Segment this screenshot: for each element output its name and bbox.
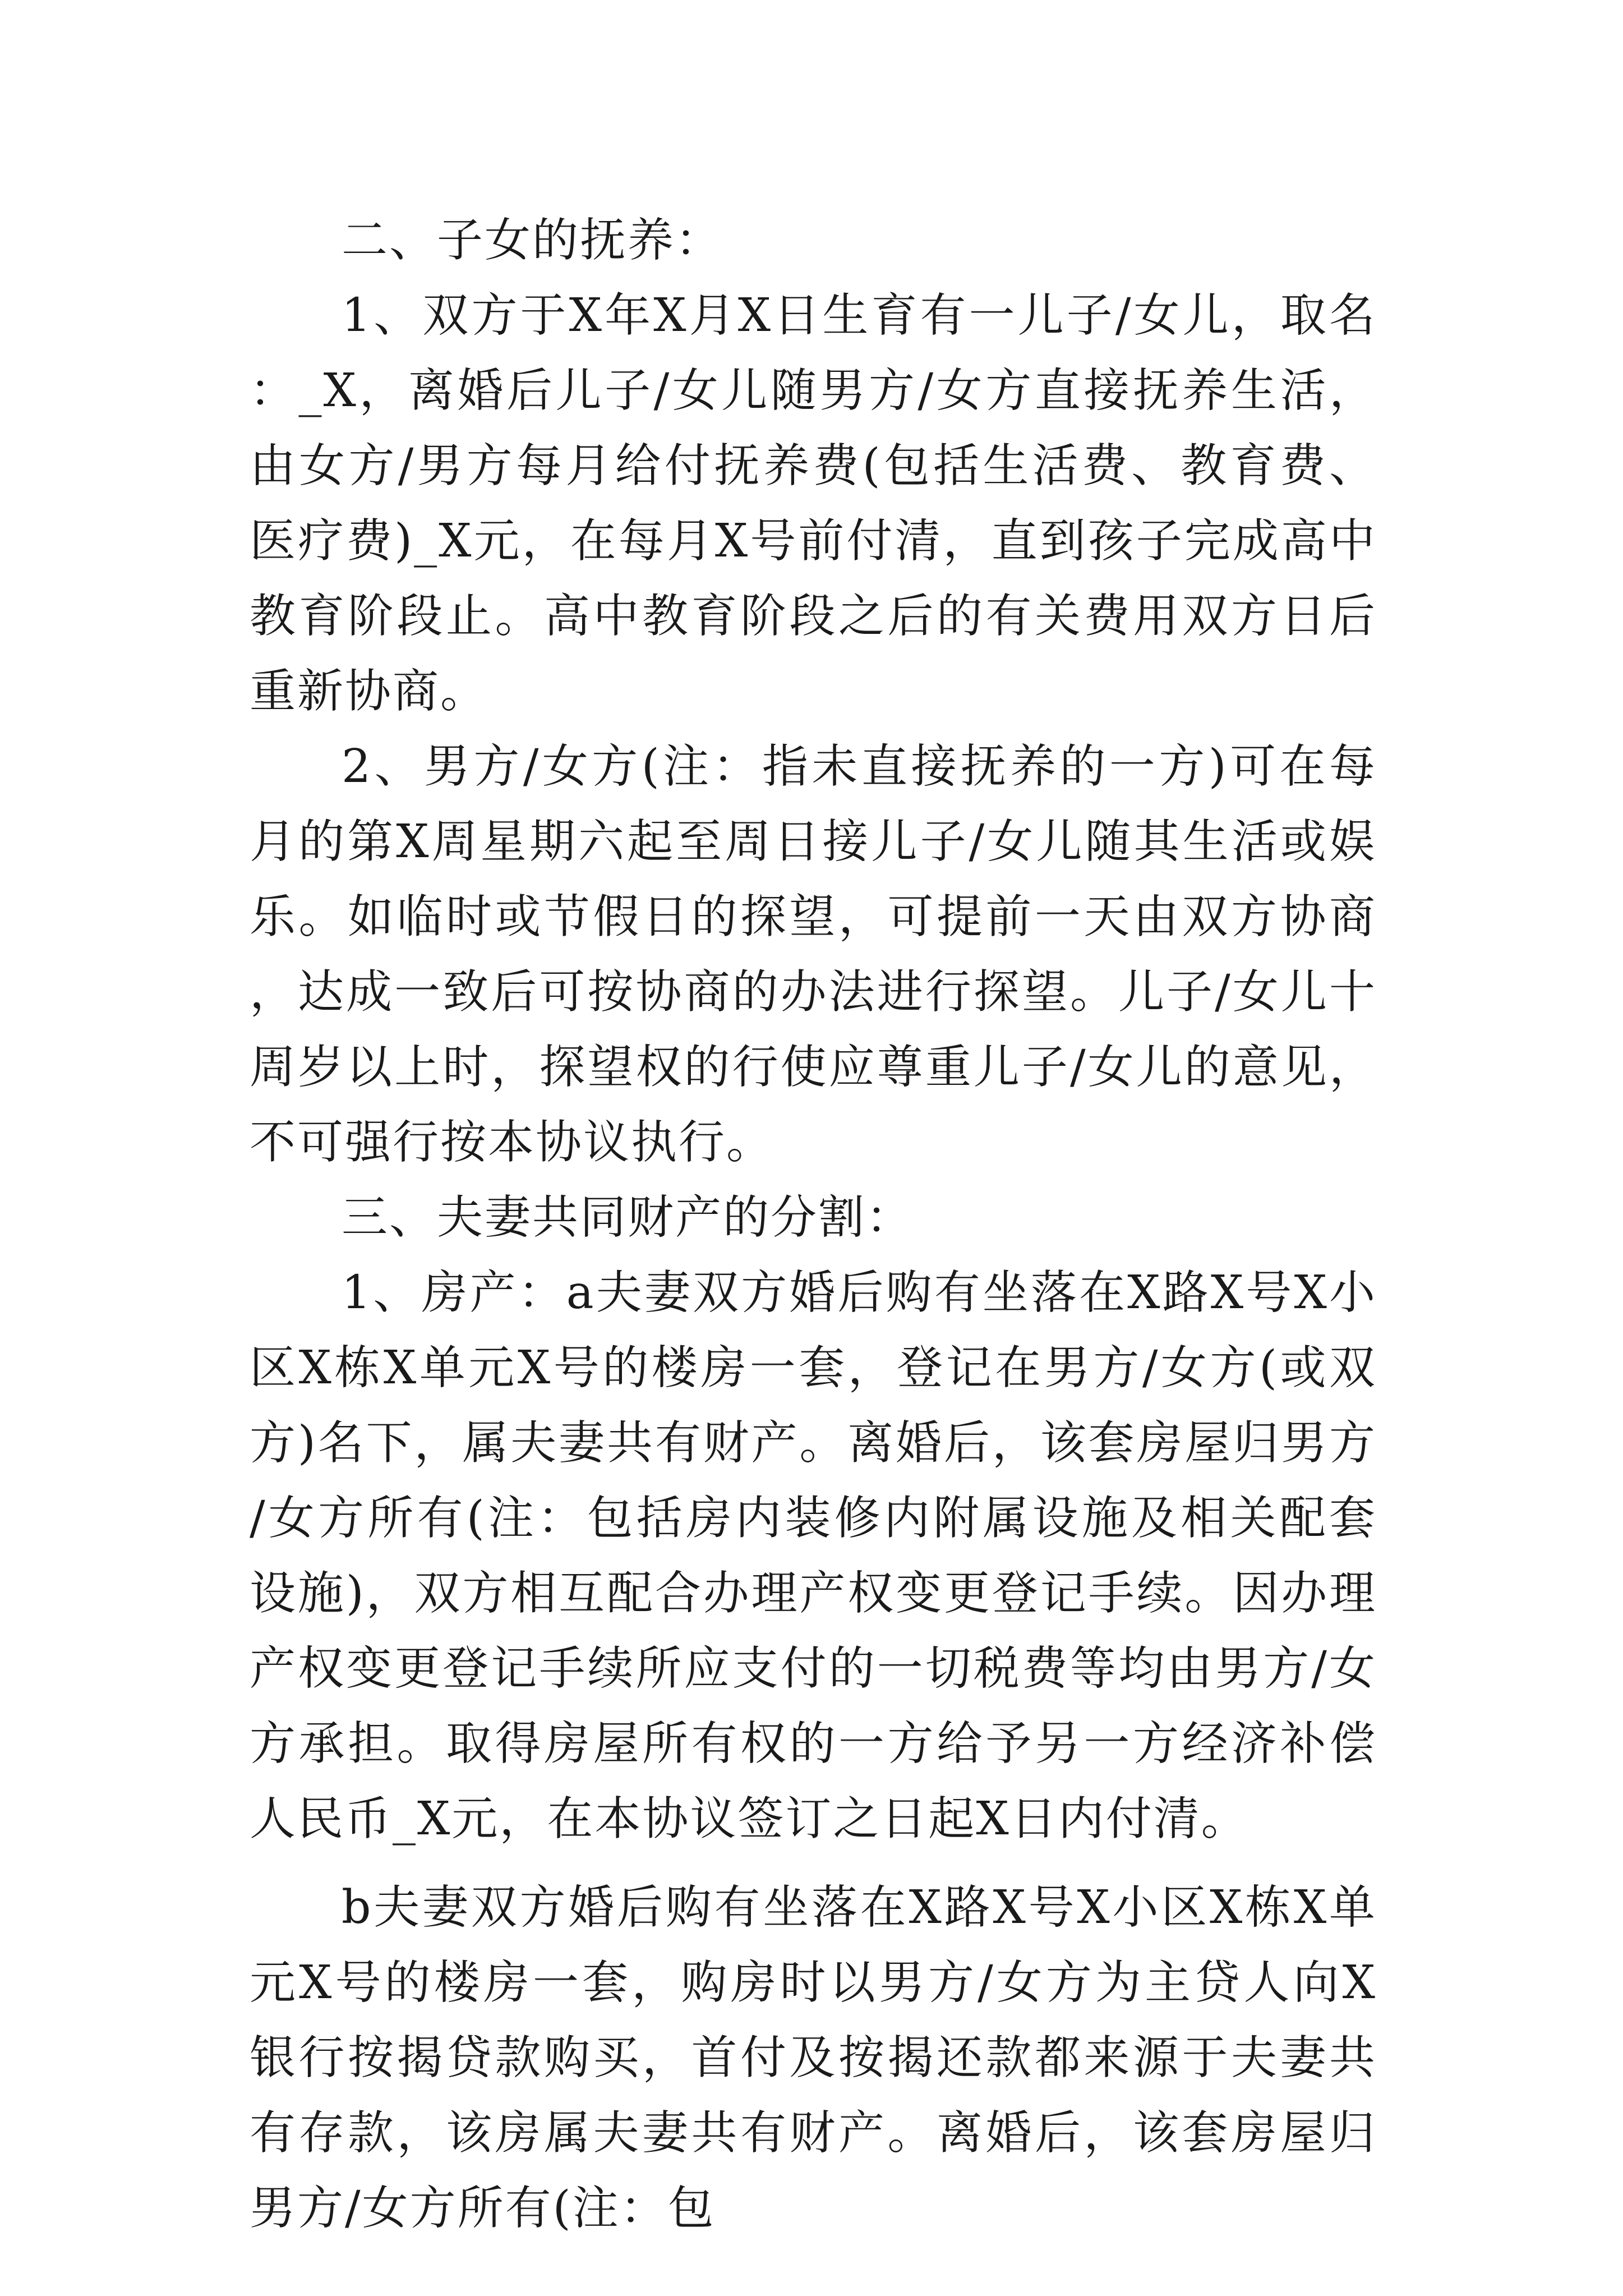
clause-child-support: 1、双方于X年X月X日生育有一儿子/女儿，取名：_X，离婚后儿子/女儿随男方/女方直接抚养生活，由女方/男方每月给付抚养费(包括生活费、教育费、医疗费)_X元，在每月X号前付清，直到孩子完成高中教育阶段止。高中教育阶段之后的有关费用双方日后重新协商。 xyxy=(250,289,1377,718)
document-body xyxy=(250,203,1377,2246)
section-heading-property-division: 三、夫妻共同财产的分割： xyxy=(342,1191,914,1244)
clause-real-estate-b: b夫妻双方婚后购有坐落在X路X号X小区X栋X单元X号的楼房一套，购房时以男方/女方为主贷人向X银行按揭贷款购买，首付及按揭还款都来源于夫妻共有存款，该房属夫妻共有财产。离婚后，该套房屋归男方/女方所有(注：包 xyxy=(250,1881,1377,2235)
section-heading-child-custody: 二、子女的抚养： xyxy=(342,214,723,267)
clause-real-estate-a: 1、房产：a夫妻双方婚后购有坐落在X路X号X小区X栋X单元X号的楼房一套，登记在男方/女方(或双方)名下，属夫妻共有财产。离婚后，该套房屋归男方/女方所有(注：包括房内装修内附属设施及相关配套设施)，双方相互配合办理产权变更登记手续。因办理产权变更登记手续所应支付的一切税费等均由男方/女方承担。取得房屋所有权的一方给予另一方经济补偿人民币_X元，在本协议签订之日起X日内付清。 xyxy=(250,1266,1377,1846)
clause-visitation-rights: 2、男方/女方(注：指未直接抚养的一方)可在每月的第X周星期六起至周日接儿子/女儿随其生活或娱乐。如临时或节假日的探望，可提前一天由双方协商，达成一致后可按协商的办法进行探望。儿子/女儿十周岁以上时，探望权的行使应尊重儿子/女儿的意见，不可强行按本协议执行。 xyxy=(250,740,1377,1169)
